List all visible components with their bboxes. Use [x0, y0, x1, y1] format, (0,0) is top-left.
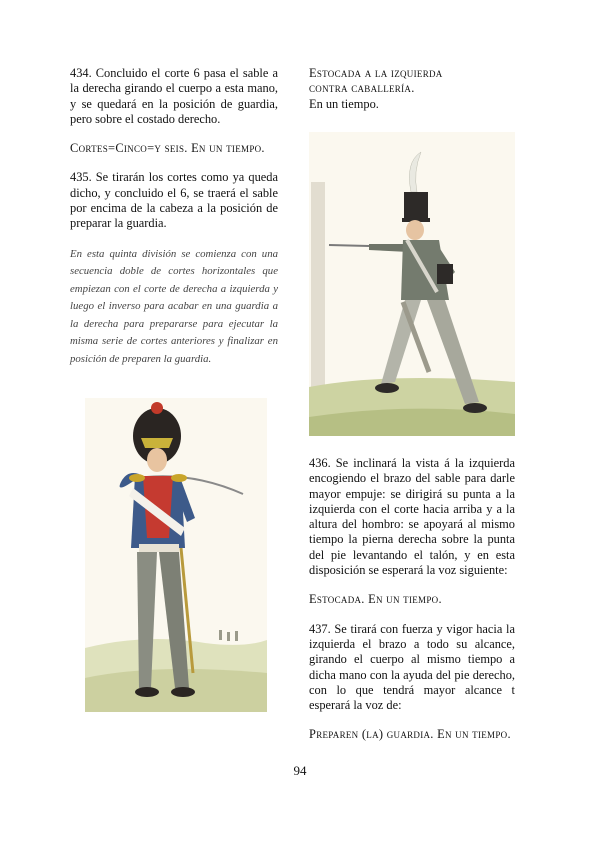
heading-estocada-tiempo: Estocada. En un tiempo.: [309, 592, 442, 607]
heading-cortes: Cortes=Cinco=y seis. En un tiempo.: [70, 141, 265, 156]
paragraph-434: 434. Concluido el corte 6 pasa el sable a la derecha girando el cuerpo a esta mano, y se quedará en la posición de guardia, pero sobre el costado derecho.: [70, 66, 278, 126]
right-column-top: [309, 66, 515, 112]
editorial-note: En esta quinta división se comienza con una secuencia doble de cortes horizontales que empiezan con el corte de derecha a izquierda y luego el inverso para acabar en una guardia a la derecha para prepararse para ejecutar la misma serie de cortes anteriores y finalizar en posición de preparen la guardia.: [70, 247, 278, 365]
paragraph-436: 436. Se inclinará la vista á la izquierda encogiendo el brazo del sable para darle mayor empuje: se dirigirá su punta a la izquierda con el corte hacia arriba y a la altura del hombro: se apoyará al mismo tiempo la pierna derecha sobre la punta del pie levantando el talón, y en esta disposición se esperará la voz siguiente:: [309, 456, 515, 578]
paragraph-437: 437. Se tirará con fuerza y vigor hacia la izquierda el brazo a todo su alcance, girando el cuerpo al mismo tiempo a dicha mano con la ayuda del pie derecho, con lo que tendrá mayor alcance t esperará la voz de:: [309, 621, 515, 713]
heading-estocada-izquierda: Estocada a la izquierda: [309, 66, 443, 80]
heading-preparen-guardia: Preparen (la) guardia. En un tiempo.: [309, 727, 511, 742]
paragraph-435: 435. Se tirarán los cortes como ya queda dicho, y concluido el 6, se traerá el sable por encima de la cabeza a la posición de preparar la guardia.: [70, 170, 278, 231]
grenadier-illustration: [85, 398, 267, 712]
heading-contra-caballeria: contra caballería.: [309, 81, 415, 96]
tiempo-label: En un tiempo.: [309, 96, 379, 111]
page-number: 94: [293, 763, 307, 778]
thrusting-soldier-illustration: [309, 132, 515, 436]
left-column: [70, 66, 278, 368]
right-column-body: [309, 456, 515, 743]
